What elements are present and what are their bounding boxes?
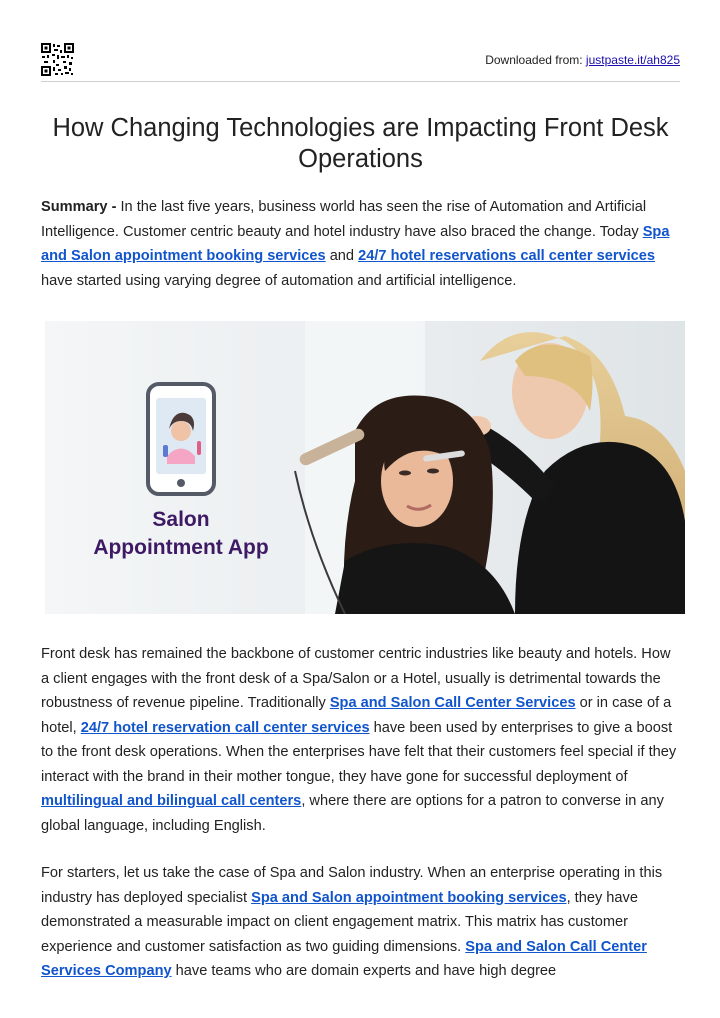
para3-text-3: have teams who are domain experts and have high degree	[171, 963, 557, 979]
para2-text-3: have been used by enterprises to give a boost to the front desk operations. When the enterprises have felt that their customers feel special if they interact with the brand in their mother tongue, they have gone for successful deployment of	[41, 719, 677, 785]
download-source-link[interactable]: justpaste.it/ah825	[585, 53, 680, 67]
download-source-prefix: Downloaded from:	[485, 53, 586, 67]
spa-call-center-link[interactable]: Spa and Salon Call Center Services	[329, 695, 576, 711]
hero-image	[45, 321, 685, 614]
spa-booking-link[interactable]: Spa and Salon appointment booking services	[41, 223, 670, 264]
hotel-reservation-link[interactable]: 24/7 hotel reservation call center services	[80, 719, 370, 736]
hotel-reservations-link[interactable]: 24/7 hotel reservations call center services	[358, 248, 656, 264]
qr-code-icon	[41, 43, 74, 76]
para2-text-1: Front desk has remained the backbone of customer centric industries like beauty and hotels. How a client engages with the front desk of a Spa/Salon or a Hotel, usually is detrimental towards the robustness of revenue pipeline. Traditionally	[41, 646, 671, 711]
spa-booking-link-2[interactable]: Spa and Salon appointment booking services	[251, 889, 567, 906]
page-title: How Changing Technologies are Impacting Front Desk Operations	[52, 114, 669, 173]
spa-company-link[interactable]: Spa and Salon Call Center Services Company	[41, 938, 647, 979]
para3-text-1: For starters, let us take the case of Spa and Salon industry. When an enterprise operating in this industry has deployed specialist	[41, 865, 663, 906]
summary-text-2: and	[325, 248, 359, 264]
para2-text-2: or in case of a hotel,	[41, 695, 672, 736]
multilingual-link[interactable]: multilingual and bilingual call centers	[41, 793, 302, 809]
para2-text-4: , where there are options for a patron to converse in any global language, including English.	[41, 793, 664, 834]
summary-text-1: In the last five years, business world has seen the rise of Automation and Artificial Intelligence. Customer centric beauty and hotel industry have also braced the change. Today	[41, 199, 647, 240]
summary-paragraph	[41, 195, 681, 293]
download-source	[485, 53, 680, 67]
summary-label: Summary -	[41, 199, 121, 215]
hero-label-line2: Appointment App	[93, 536, 269, 559]
front-desk-paragraph	[41, 642, 681, 838]
spa-salon-paragraph	[41, 861, 681, 984]
header-divider	[41, 81, 680, 82]
hero-label-line1: Salon	[152, 508, 210, 531]
summary-text-3: have started using varying degree of automation and artificial intelligence.	[41, 272, 517, 289]
para3-text-2: , they have demonstrated a measurable impact on client engagement matrix. This matrix has customer experience and customer satisfaction as two guiding dimensions.	[41, 889, 638, 955]
